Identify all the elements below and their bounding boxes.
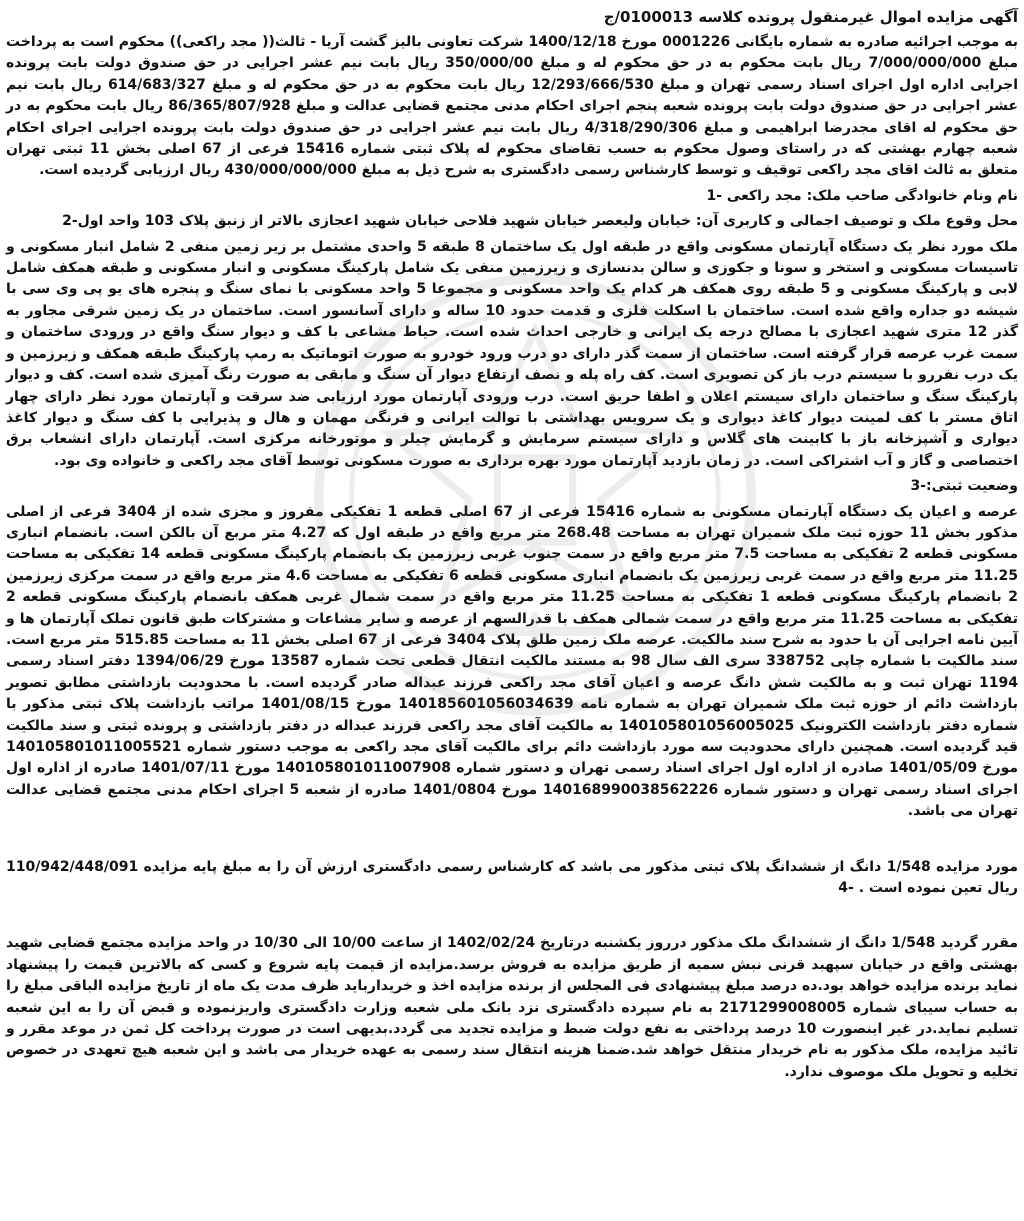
- notice-intro: به موجب اجرائیه صادره به شماره بایگانی 0001226 مورخ 1400/12/18 شرکت تعاونی بالیز گشت آریا - ثالث(( مجد راکعی)) محکوم است به پرداخت مبلغ 7/000/000/000 ریال بابت محکوم به در حق محکوم له و مبلغ 350/000/00 ریال بابت نیم عشر اجرایی در حق صندوق دولت بابت پرونده اجرایی اداره اول اجرای اسناد رسمی تهران و مبلغ 12/293/666/530 ریال بابت محکوم به در حق محکوم له و مبلغ 614/683/327 ریال بابت نیم عشر اجرایی در حق صندوق دولت بابت پرونده شعبه پنجم اجرای احکام مدنی مجتمع قضایی عدالت و مبلغ 86/365/807/928 ریال بابت محکوم به در حق محکوم له اقای مجدرضا ابراهیمی و مبلغ 4/318/290/306 ریال بابت نیم عشر اجرایی در حق صندوق دولت بابت پرونده اجرایی اجرای احکام شعبه چهارم بهشتی که در راستای وصول محکوم به حسب تقاضای محکوم له پلاک ثبتی شماره 15416 فرعی از 67 اصلی بخش 11 ثبتی تهران متعلق به ثالث اقای مجد راکعی توقیف و توسط کارشناس رسمی دادگستری به شرح ذیل به مبلغ 430/000/000/000 ریال ارزیابی گردیده است.: [6, 34, 1019, 179]
- property-description: ملک مورد نظر یک دستگاه آپارتمان مسکونی واقع در طبقه اول یک ساختمان 8 طبقه 5 واحدی مشتمل بر زیر زمین منفی 2 شامل انبار مسکونی و تاسیسات مسکونی و استخر و سونا و جکوزی و سالن بدنسازی و زیرزمین منفی یک شامل پارکینگ مسکونی و انبار مسکونی و طبقه همکف شامل لابی و پارکینگ مسکونی و 5 طبقه روی همکف هر کدام یک واحد مسکونی و مجموعا 5 واحد مسکونی با نمای سنگ و پنجره های یو پی وی سی با شیشه دو جداره واقع شده است. ساختمان با اسکلت فلزی و قدمت حدود 10 ساله و دارای آسانسور است. ساختمان در یک زمین شرقی مجاور به گذر 12 متری شهید اعجازی با مصالح درجه یک ایرانی و خارجی احداث شده است. حیاط مشاعی با کف و دیوار سنگ واقع در ورودی ساختمان و سمت غرب عرصه قرار گرفته است. ساختمان از سمت گذر دارای دو درب ورود خودرو به صورت اتوماتیک به رمپ پارکینگ طبقه همکف و زیرزمین و یک درب نفررو با سیستم درب باز کن تصویری است. کف راه پله و نصف ارتفاع دیوار آن سنگ و مابقی به صورت رنگ آمیزی شده است. کف و دیوار پارکینگ سنگ و ساختمان دارای سیستم اعلان و اطفا حریق است. درب ورودی آپارتمان مورد ارزیابی ضد سرقت و آپارتمان مورد نظر دارای چهار اتاق مستر با کف لمینت دیوار کاغذ دیواری و یک سرویس بهداشتی با توالت ایرانی و فرنگی مهمان و هال و پذیرایی با کف سنگ و دیوار کاغذ دیواری و آشپزخانه باز با کابینت های گلاس و دارای سیستم سرمایش و گرمایش چیلر و موتورخانه مرکزی است. آپارتمان دارای انشعاب برق اختصاصی و گاز و آب اشتراکی است. در زمان بازدید آپارتمان مورد بهره برداری به صورت مسکونی توسط آقای مجد راکعی و خانواده وی بود.: [6, 238, 1018, 469]
- auction-subject: مورد مزایده 1/548 دانگ از ششدانگ پلاک ثبتی مذکور می باشد که کارشناس رسمی دادگستری ارزش آن را به مبلغ پایه مزایده 110/942/448/091 ریال تعین نموده است . -4: [6, 858, 1018, 897]
- notice-title: آگهی مزایده اموال غیرمنقول پرونده کلاسه 0100013/ج: [603, 8, 1018, 26]
- registry-status: عرصه و اعیان یک دستگاه آپارتمان مسکونی به شماره 15416 فرعی از 67 اصلی قطعه 1 تفکیکی مفروز و مجزی شده از 3404 فرعی از اصلی مذکور بخش 11 حوزه ثبت ملک شمیران تهران به مساحت 268.48 متر مربع واقع در طبقه اول که 4.27 متر مربع آن بالکن است. بانضمام انباری مسکونی قطعه 2 تفکیکی به مساحت 7.5 متر مربع واقع در سمت جنوب غربی زیرزمین یک بانضمام پارکینگ مسکونی قطعه 14 تفکیکی به مساحت 11.25 متر مربع واقع در سمت غربی زیرزمین یک بانضمام انباری مسکونی قطعه 6 تفکیکی به مساحت 4.6 متر مربع واقع در سمت مرکزی زیرزمین 2 بانضمام پارکینگ مسکونی قطعه 1 تفکیکی به مساحت 11.25 متر مربع واقع در سمت شمال غربی همکف بانضمام پارکینگ مسکونی قطعه 2 تفکیکی به مساحت 11.25 متر مربع واقع در سمت شمالی همکف با قدرالسهم از عرصه و سایر مشاعات و مشترکات طبق قانون تملک آپارتمان ها و آیین نامه اجرایی آن با حدود به شرح سند مالکیت. عرصه ملک زمین طلق پلاک 3404 فرعی از 67 اصلی بخش 11 به مساحت 515.85 متر مربع است. سند مالکیت با شماره چاپی 338752 سری الف سال 98 به مستند مالکیت انتقال قطعی تحت شماره 13587 مورخ 1394/06/29 دفتر اسناد رسمی 1194 تهران ثبت و به مالکیت شش دانگ عرصه و اعیان آقای مجد راکعی فرزند عبداله صادر گردیده است. با محدودیت بازداشتی مطابق تصویر بازداشت دائم از حوزه ثبت ملک شمیران تهران به شماره نامه 140185601056034639 مورخ 1401/08/15 مراتب بازداشت پلاک ثبتی مذکور با شماره دفتر بازداشت الکترونیک 140105801056005025 به مالکیت آقای مجد راکعی فرزند عبداله در دفتر بازداشتی و پرونده ثبتی و سند مالکیت قید گردیده است. همچنین دارای محدودیت سه مورد بازداشت دائم برای مالکیت آقای مجد راکعی به موجب دستور شماره 140105801011005521 مورخ 1401/05/09 صادره از اداره اول اجرای اسناد رسمی تهران و دستور شماره 140105801011007908 مورخ 1401/07/11 صادره از اداره اول اجرای اسناد رسمی تهران و دستور شماره 140168990038562226 مورخ 1401/0804 صادره از شعبه 5 اجرای احکام مدنی مجتمع قضایی عدالت تهران می باشد.: [6, 503, 1019, 820]
- location-line: محل وقوع ملک و توصیف اجمالی و کاربری آن: خیابان ولیعصر خیابان شهید فلاحی خیابان شهید اعجازی بالاتر از زنبق پلاک 103 واحد اول-2: [62, 213, 1018, 230]
- auction-terms: مقرر گردید 1/548 دانگ از ششدانگ ملک مذکور درروز یکشنبه درتاریخ 1402/02/24 از ساعت 10/00 الی 10/30 در واحد مزایده مجتمع قضایی شهید بهشتی واقع در خیابان سپهبد قرنی نبش سمیه از طریق مزایده به فروش برسد.مزایده از قیمت پایه شروع و کسی که بالاترین قیمت را پیشنهاد نماید برنده مزایده خواهد بود.ده درصد مبلغ پیشنهادی فی المجلس از برنده مزایده اخذ و خریداربايد ظرف مدت یک ماه از تاریخ مزایده الباقی مبلغ را به حساب سیبای شماره 2171299008005 به نام سپرده دادگستری نزد بانک ملی شعبه وزارت دادگستری واریزنموده و قبض آن را به این شعبه تسلیم نماید.در غیر اینصورت 10 درصد پرداختی به نفع دولت ضبط و مزایده تجدید می گردد.بدیهی است در صورت پرداخت کل ثمن در موعد مقرر و تائید مزایده، ملک مذکور به نام خریدار منتقل خواهد شد.ضمنا هزینه انتقال سند رسمی به عهده خریدار می باشد و این شعبه هیچ تعهدی در خصوص تخلیه و تحویل ملک موصوف ندارد.: [6, 935, 1019, 1080]
- owner-line: نام ونام خانوادگی صاحب ملک: مجد راکعی -1: [706, 187, 1018, 204]
- registry-heading: وضعیت ثبتی:-3: [910, 478, 1018, 495]
